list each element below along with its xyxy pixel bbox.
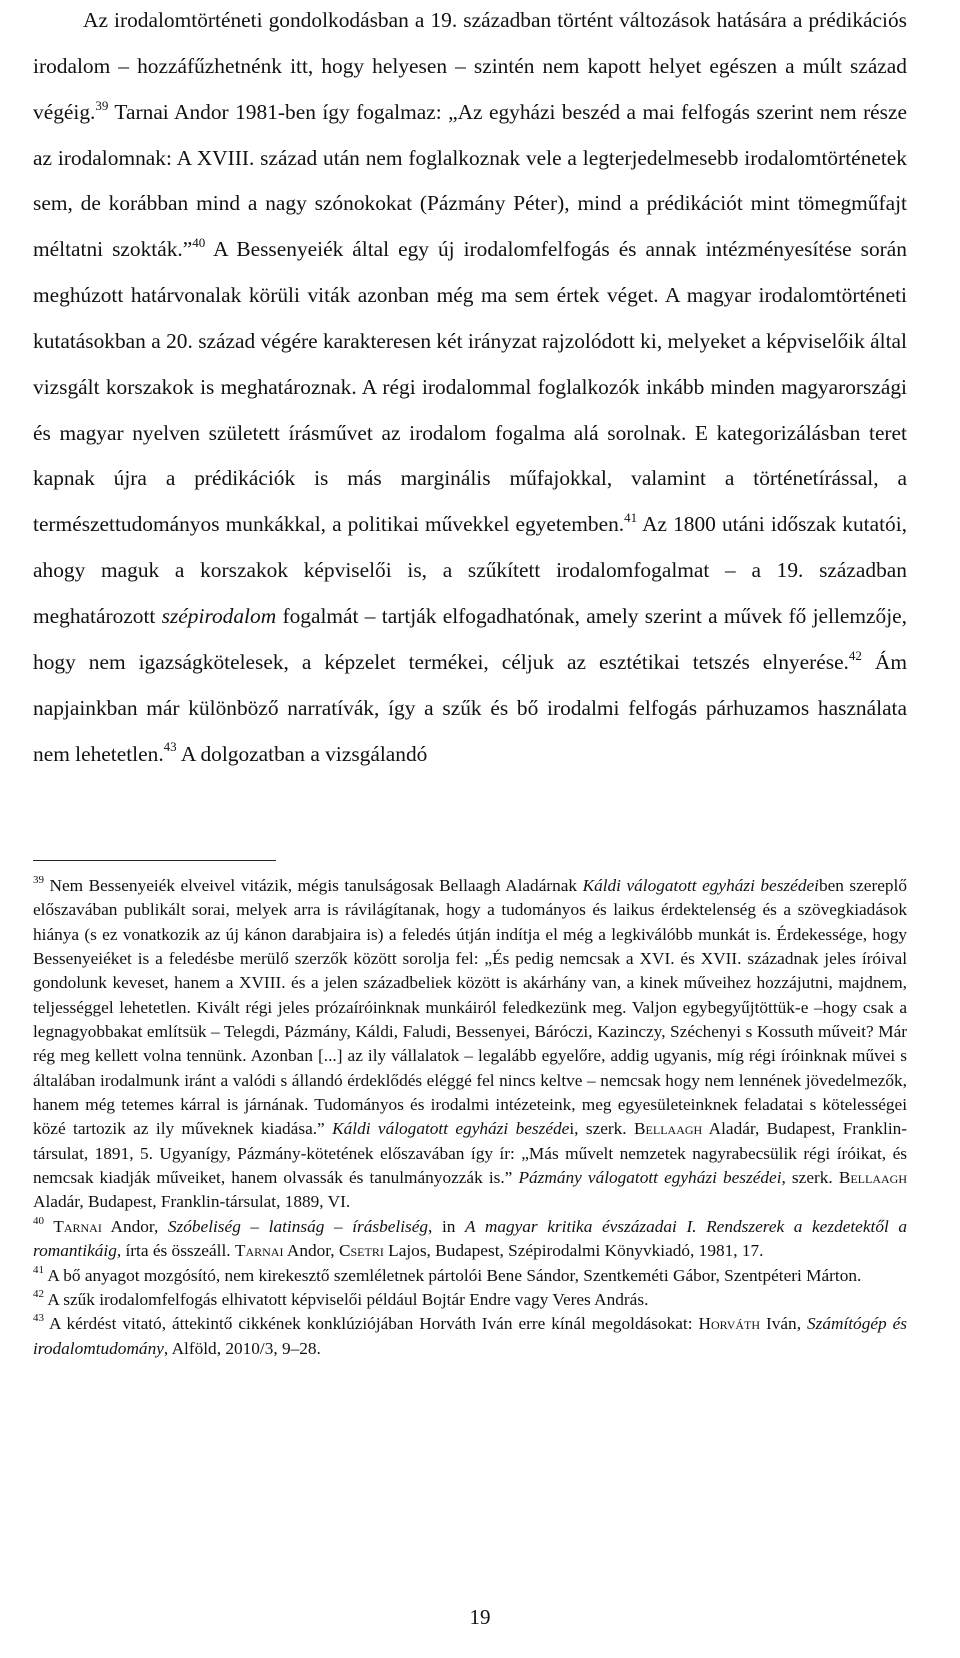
footnote-42: $^{42}$ A szűk irodalomfelfogás elhivatott képviselői például Bojtár Endre vagy Veres András. [33, 1288, 649, 1309]
body-text [33, 0, 907, 777]
paragraph: Az irodalomtörténeti gondolkodásban a 19. században történt változások hatására a prédikációs irodalom – hozzáfűzhetnénk itt, hogy helyesen – szintén nem kapott helyet egészen a múlt század végéig.$^{39}$ Tarnai Andor 1981-ben így fogalmaz: „Az egyházi beszéd a mai felfogás szerint nem része az irodalomnak: A XVIII. század után nem foglalkoznak vele a legterjedelmesebb irodalomtörténetek sem, de korábban mind a nagy szónokokat (Pázmány Péter), mind a prédikációt mint tömegműfajt méltatni szokták.”$^{40}$ A Bessenyeiék által egy új irodalomfelfogás és annak intézményesítése során meghúzott határvonalak körüli viták azonban még ma sem értek véget. A magyar irodalomtörténeti kutatásokban a 20. század végére karakteresen két irányzat rajzolódott ki, melyeket a képviselőik által vizsgált korszakok is meghatároznak. A régi irodalommal foglalkozók inkább minden magyarországi és magyar nyelven született írásművet az irodalom fogalma alá sorolnak. E kategorizálásban teret kapnak újra a prédikációk is más marginális műfajokkal, valamint a történetírással, a természettudományos munkákkal, a politikai művekkel egyetemben.$^{41}$ Az 1800 utáni időszak kutatói, ahogy maguk a korszakok képviselői is, a szűkített irodalomfogalmat – a 19. században meghatározott szépirodalom fogalmát – tartják elfogadhatónak, amely szerint a művek fő jellemzője, hogy nem igazságkötelesek, a képzelet termékei, céljuk az esztétikai tetszés elnyerése.$^{42}$ Ám napjainkban már különböző narratívák, így a szűk és bő irodalmi felfogás párhuzamos használata nem lehetetlen.$^{43}$ A dolgozatban a vizsgálandó [33, 8, 908, 766]
footnote-ref-42[interactable]: 42 [848, 647, 862, 663]
footnote-39: $^{39}$ Nem Bessenyeiék elveivel vitázik, mégis tanulságosak Bellaagh Aladárnak Káldi válogatott egyházi beszédeiben szereplő előszavában publikált sorai, melyek arra is rávilágítanak, hogy a tudományos és laikus érdektelenség és a szövegkiadások hiánya (s ez vonatkozik az új kánon darabjaira is) a feledés útján indítja el még a legkiválóbb munkát is. Érdekessége, hogy Bessenyeiéket is a feledésbe merülő szerzők között sorolja fel: „És pedig nemcsak a XVI. és XVII. századnak jeles íróival gondolunk keveset, hanem a XVIII. és a jelen századbeliek között is akárhány van, a kinek műveihez hozzájutni, majdnem, teljességgel lehetetlen. Kivált régi jeles prózaíróinknak munkáiról feledkezünk meg. Valjon egybegyűjtöttük-e –hogy csak a legnagyobbakat említsük – Telegdi, Pázmány, Káldi, Faludi, Bessenyei, Báróczi, Kazinczy, Széchenyi s Kossuth műveit? Már rég meg kellett volna tennünk. Azonban [...] az ily vállalatok – legalább egyelőre, addig ugyanis, míg régi íróinknak művei s általában irodalmunk iránt a valódi s állandó érdeklődés eléggé fel nincs keltve – nemcsak hogy nem lennének jövedelmezők, hanem még tetemes kárral is járnának. Tudományos és irodalmi intézeteink, meg egyesületeinknek feladatai s kötelességei közé tartozik az ily műveknek kiadása.” Káldi válogatott egyházi beszédei, szerk. Bellaagh Aladár, Budapest, Franklin-társulat, 1891, 5. Ugyanígy, Pázmány-kötetének előszavában így ír: „Más művelt nemzetek nagyrabecsülik régi íróikat, és nemcsak kiadják műveiket, hanem olvassák és tanulmányozzák is.” Pázmány válogatott egyházi beszédei, szerk. Bellaagh Aladár, Budapest, Franklin-társulat, 1889, VI. [33, 874, 908, 1212]
footnotes [33, 874, 907, 1361]
footnote-41: $^{41}$ A bő anyagot mozgósító, nem kirekesztő szemléletnek pártolói Bene Sándor, Szentkeméti Gábor, Szentpéteri Márton. [33, 1263, 862, 1285]
footnote-ref-43[interactable]: 43 [163, 739, 177, 755]
footnote-ref-41[interactable]: 41 [624, 510, 638, 526]
footnote-ref-39[interactable]: 39 [95, 97, 109, 113]
page-number: 19 [469, 1605, 491, 1629]
footnote-40: $^{40}$ Tarnai Andor, Szóbeliség – latinság – írásbeliség, in A magyar kritika évszázadai I. Rendszerek a kezdetektől a romantikáig, írta és összeáll. Tarnai Andor, Csetri Lajos, Budapest, Szépirodalmi Könyvkiadó, 1981, 17. [33, 1215, 907, 1261]
footnote-43: $^{43}$ A kérdést vitató, áttekintő cikkének konklúziójában Horváth Iván erre kínál megoldásokat: Horváth Iván, Számítógép és irodalomtudomány, Alföld, 2010/3, 9–28. [33, 1312, 907, 1358]
emphasis-szepirodalom: szépirodalom [161, 603, 277, 628]
footnote-ref-40[interactable]: 40 [192, 235, 206, 251]
footnote-separator [33, 860, 276, 861]
